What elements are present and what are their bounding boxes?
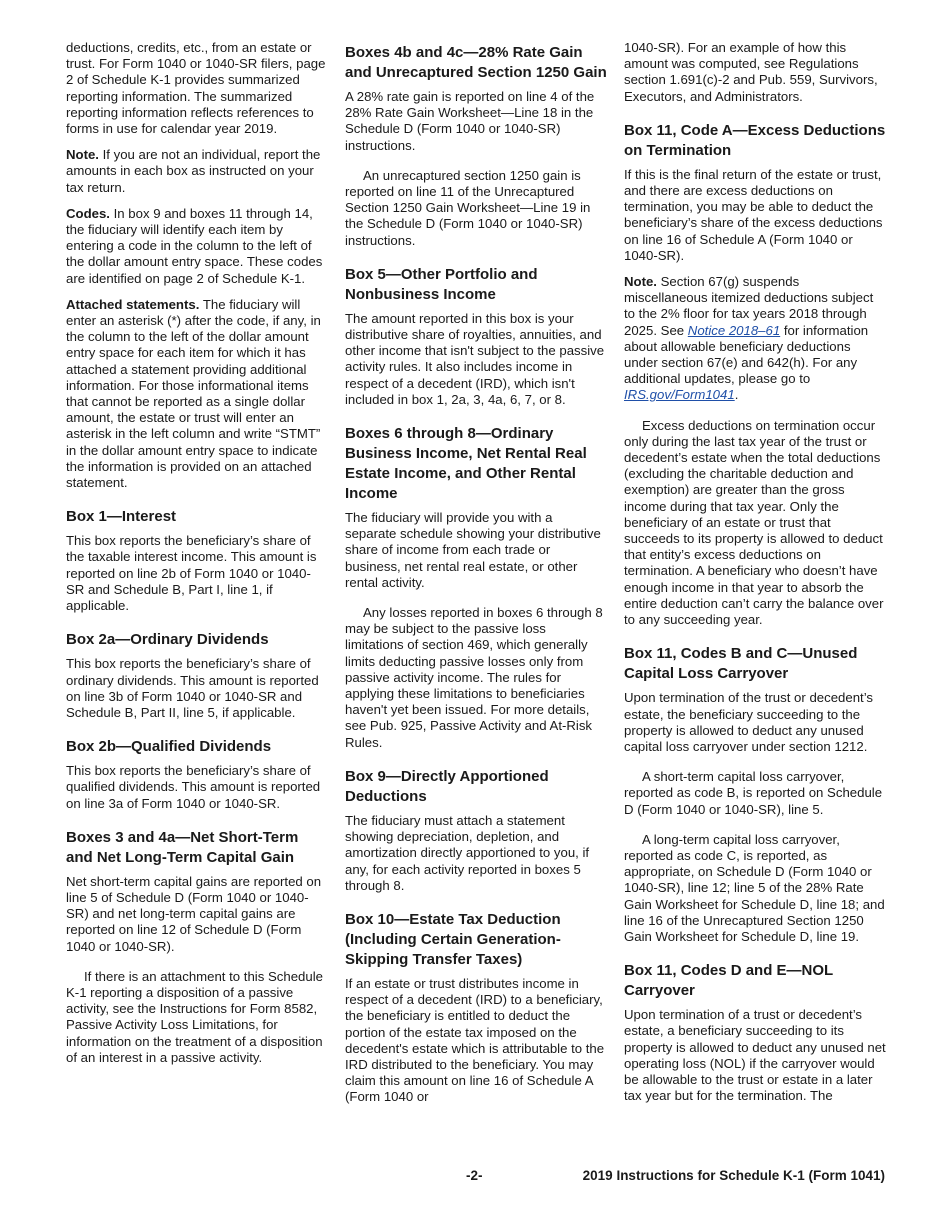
note-67g-text-3: . (734, 387, 739, 403)
box6-text: The fiduciary will provide you with a separate schedule showing your distributive share of income from each trade or business, net rental real estate, or other rental activity. (345, 510, 601, 590)
note-paragraph (66, 147, 328, 196)
note-67g-text-2: for information about allowable beneficiary deductions under section 67(e) and 642(h). For any additional updates, please go to (624, 322, 869, 387)
note-67g-paragraph (624, 274, 886, 404)
attached-statements-paragraph (66, 297, 328, 491)
footer-title: 2019 Instructions for Schedule K-1 (Form 1041) (582, 1168, 885, 1183)
continued-paragraph: 1040-SR). For an example of how this amount was computed, see Regulations section 1.691(c)-2 and Pub. 559, Survivors, Executors, and Administrators. (624, 40, 878, 104)
box4-heading: Boxes 4b and 4c—28% Rate Gain and Unrecaptured Section 1250 Gain (345, 44, 607, 81)
note-text: If you are not an individual, report the amounts in each box as instructed on your tax return. (66, 147, 321, 195)
box5-text: The amount reported in this box is your distributive share of royalties, annuities, and other income that isn't subject to the passive activity rules. It also includes income in respect of a decedent (IRD), which isn't included in box 1, 2a, 3, 4a, 6, 7, or 8. (345, 310, 605, 407)
column-1 (66, 40, 328, 1076)
excess-deductions-text: Excess deductions on termination occur only during the last tax year of the trust or decedent’s estate when the total deductions (excluding the charitable deduction and exemption) are greater than the gross income during that tax year. Only the beneficiary of an estate or trust that succeeds to its property is allowed to deduct that entity’s excess deductions on termination. A beneficiary who doesn’t have enough income in that year to absorb the entire deduction can’t carry the balance over to any succeeding year. (624, 417, 884, 628)
box11de-text: Upon termination of a trust or decedent’s estate, a beneficiary succeeding to its property is allowed to deduct any unused net operating loss (NOL) if the carryover would be allowable to the trust or estate in a later tax year but for the termination. The (624, 1007, 886, 1104)
irs-form1041-link[interactable]: IRS.gov/Form1041 (624, 387, 735, 403)
box10-heading: Box 10—Estate Tax Deduction (Including Certain Generation-Skipping Transfer Taxes) (345, 910, 561, 968)
notice-2018-61-link[interactable]: Notice 2018–61 (687, 322, 781, 338)
note-67g-text-1: Section 67(g) suspends miscellaneous itemized deductions subject to the 2% floor for tax years 2018 through 2025. See (624, 274, 874, 338)
box6-heading: Boxes 6 through 8—Ordinary Business Income, Net Rental Real Estate Income, and Other Rental Income (345, 425, 587, 503)
box4-text-2: An unrecaptured section 1250 gain is reported on line 11 of the Unrecaptured Section 1250 Gain Worksheet—Line 19 in the Schedule D (Form 1040 or 1040-SR) instructions. (345, 167, 591, 248)
box11bc-text: Upon termination of the trust or decedent’s estate, the beneficiary succeeding to the property is allowed to deduct any unused capital loss carryover under section 1212. (624, 690, 873, 754)
box11a-heading: Box 11, Code A—Excess Deductions on Termination (624, 121, 886, 159)
column-2 (345, 40, 607, 1116)
box6-text-2: Any losses reported in boxes 6 through 8 may be subject to the passive loss limitations of section 469, which generally limits deducting passive losses only from passive activity income. The rules for applying these limitations to beneficiaries haven't yet been issued. For more details, see Pub. 925, Passive Activity and At-Risk Rules. (345, 605, 603, 750)
page-number: -2- (466, 1168, 483, 1183)
attached-statements-text: The fiduciary will enter an asterisk (*) after the code, if any, in the column to the left of the dollar amount entry space for each item for which it has attached a statement providing additional information. For those informational items that cannot be reported as a single dollar amount, the estate or trust will enter an asterisk in the left column and write “STMT” in the dollar amount entry space to indicate the information is provided on an attached statement. (66, 296, 321, 491)
intro-paragraph: deductions, credits, etc., from an estate or trust. For Form 1040 or 1040-SR filers, page 2 of Schedule K-1 provides summarized reporting information. The summarized reporting information reflects references to forms in use for calendar year 2019. (66, 40, 326, 137)
box1-text: This box reports the beneficiary’s share of the taxable interest income. This amount is reported on line 2b of Form 1040 or 1040-SR and Schedule B, Part I, line 1, if applicable. (66, 533, 317, 614)
box3-heading: Boxes 3 and 4a—Net Short-Term and Net Long-Term Capital Gain (66, 828, 299, 866)
box11bc-text-2: A short-term capital loss carryover, reported as code B, is reported on Schedule D (Form 1040 or 1040-SR), line 5. (624, 769, 883, 817)
box10-text: If an estate or trust distributes income in respect of a decedent (IRD) to a beneficiary, the beneficiary is entitled to deduct the portion of the estate tax imposed on the decedent's estate which is attributable to the IRD distributed to the beneficiary. You may claim this amount on line 16 of Schedule A (Form 1040 or (345, 975, 605, 1105)
box11a-text: If this is the final return of the estate or trust, and there are excess deductions on termination, you may be able to deduct the beneficiary’s share of the excess deductions on line 16 of Schedule A (Form 1040 or 1040-SR). (624, 166, 883, 263)
page-footer (0, 1168, 950, 1188)
codes-label: Codes. (66, 205, 110, 221)
box2b-text: This box reports the beneficiary’s share of qualified dividends. This amount is reported on line 3a of Form 1040 or 1040-SR. (66, 763, 321, 811)
attached-statements-label: Attached statements. (66, 296, 200, 312)
box9-heading: Box 9—Directly Apportioned Deductions (345, 767, 549, 805)
box5-heading: Box 5—Other Portfolio and Nonbusiness Income (345, 265, 538, 303)
box2a-text: This box reports the beneficiary’s share of ordinary dividends. This amount is reported on line 3b of Form 1040 or 1040-SR and Schedule B, Part II, line 5, if applicable. (66, 656, 319, 720)
box4-text: A 28% rate gain is reported on line 4 of the 28% Rate Gain Worksheet—Line 18 in the Schedule D (Form 1040 or 1040-SR) instructions. (345, 89, 595, 153)
box3-text: Net short-term capital gains are reported on line 5 of Schedule D (Form 1040 or 1040-SR) and net long-term capital gains are reported on line 12 of Schedule D (Form 1040 or 1040-SR). (66, 873, 322, 954)
codes-paragraph (66, 206, 328, 287)
box11de-heading: Box 11, Codes D and E—NOL Carryover (624, 962, 833, 1000)
codes-text: In box 9 and boxes 11 through 14, the fiduciary will identify each item by entering a code in the column to the left of the dollar amount entry space. These codes are identified on page 2 of Schedule K-1. (66, 205, 323, 286)
box2b-heading: Box 2b—Qualified Dividends (66, 738, 272, 756)
note-label: Note. (66, 147, 99, 163)
box1-heading: Box 1—Interest (66, 508, 177, 526)
note-67g-label: Note. (624, 274, 657, 290)
box9-text: The fiduciary must attach a statement showing depreciation, depletion, and amortization directly apportioned to you, if any, for each activity reported in boxes 5 through 8. (345, 812, 590, 893)
box3-text-2: If there is an attachment to this Schedule K-1 reporting a disposition of a passive activity, see the Instructions for Form 8582, Passive Activity Loss Limitations, for information on the treatment of a disposition of an interest in a passive activity. (66, 968, 323, 1065)
box11bc-text-3: A long-term capital loss carryover, reported as code C, is reported, as appropriate, on Schedule D (Form 1040 or 1040-SR), line 12; line 5 of the 28% Rate Gain Worksheet for Schedule D, line 18; and line 16 of the Unrecaptured Section 1250 Gain Worksheet for Schedule D, line 19. (624, 831, 885, 944)
column-3 (624, 40, 886, 1114)
box11bc-heading: Box 11, Codes B and C—Unused Capital Loss Carryover (624, 645, 858, 683)
box2a-heading: Box 2a—Ordinary Dividends (66, 631, 269, 649)
